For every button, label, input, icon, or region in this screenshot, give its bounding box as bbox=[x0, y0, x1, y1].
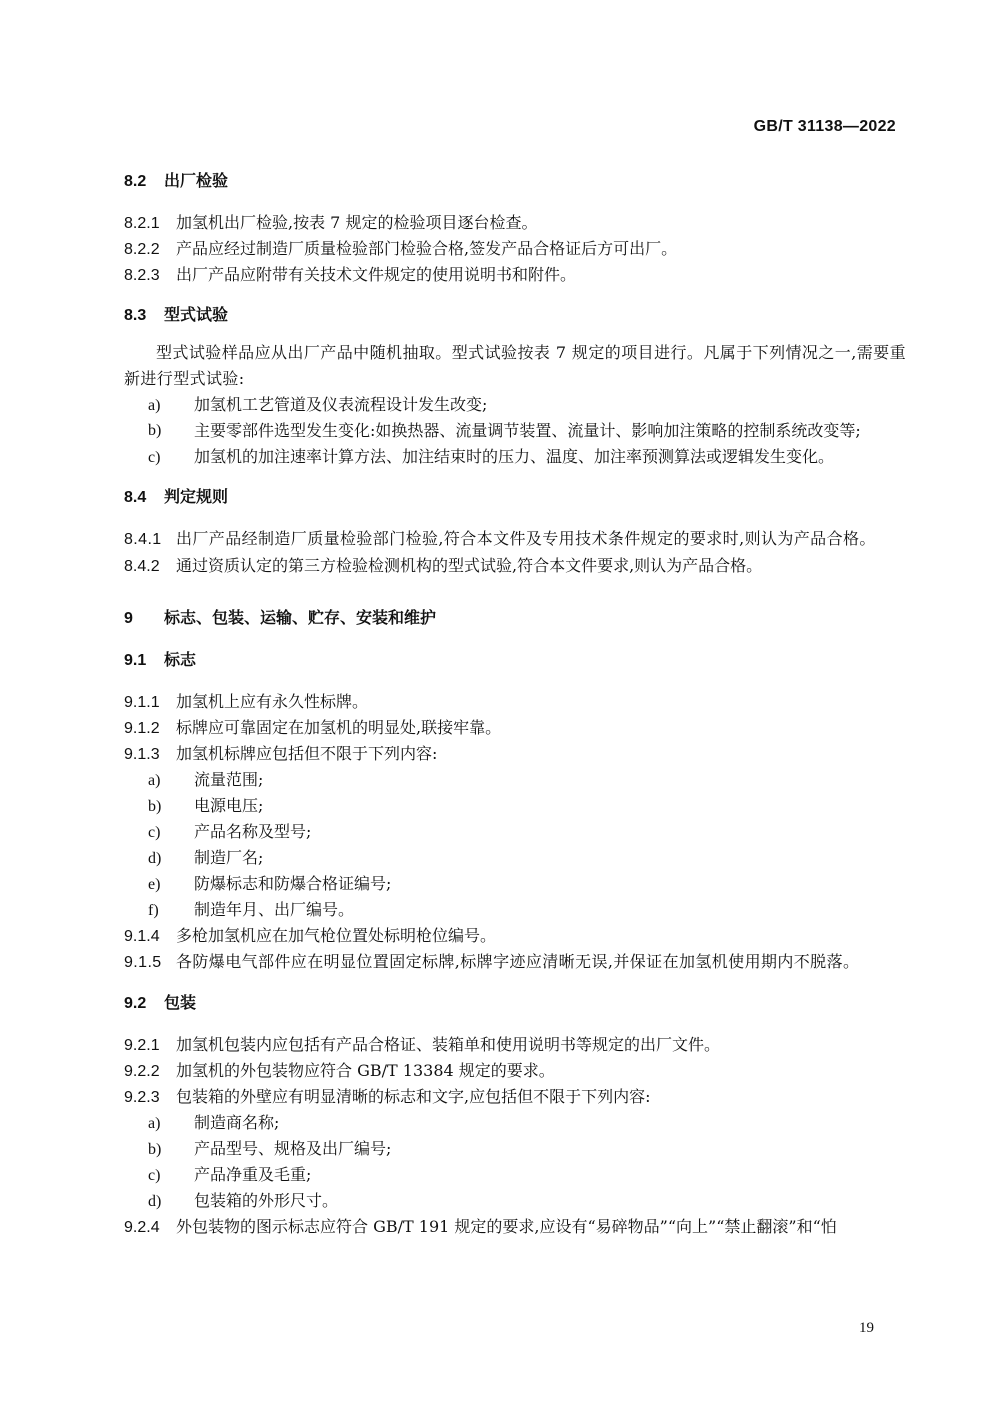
clause-number: 9.2.1 bbox=[124, 1037, 160, 1054]
list-text: 流量范围; bbox=[194, 770, 264, 789]
list-letter: d) bbox=[148, 850, 162, 867]
list-text: 防爆标志和防爆合格证编号; bbox=[194, 874, 392, 893]
section-number: 8.2 bbox=[124, 173, 147, 190]
list-item bbox=[124, 392, 906, 418]
clause-9-1-4 bbox=[124, 923, 906, 949]
clause-text: 加氢机包装内应包括有产品合格证、装箱单和使用说明书等规定的出厂文件。 bbox=[176, 1035, 721, 1054]
list-letter: c) bbox=[148, 449, 161, 466]
clause-9-1-1 bbox=[124, 689, 906, 715]
list-item bbox=[124, 767, 906, 793]
clause-9-2-2 bbox=[124, 1058, 906, 1084]
clause-text: 通过资质认定的第三方检验检测机构的型式试验,符合本文件要求,则认为产品合格。 bbox=[176, 556, 763, 575]
list-item bbox=[124, 1188, 906, 1214]
chapter-9-heading bbox=[124, 605, 906, 633]
clause-8-4-1 bbox=[124, 526, 906, 553]
list-letter: c) bbox=[148, 1167, 161, 1184]
section-8-3-heading bbox=[124, 302, 906, 330]
list-item bbox=[124, 897, 906, 923]
list-item bbox=[124, 1136, 906, 1162]
clause-number: 9.1.5 bbox=[124, 954, 162, 971]
list-item bbox=[124, 418, 906, 444]
document-code: GB/T 31138—2022 bbox=[753, 118, 896, 135]
list-item bbox=[124, 819, 906, 845]
list-text: 产品名称及型号; bbox=[194, 822, 312, 841]
clause-9-1-5 bbox=[124, 949, 906, 976]
section-9-2-heading bbox=[124, 990, 906, 1018]
clause-number: 8.4.1 bbox=[124, 531, 162, 548]
clause-text: 各防爆电气部件应在明显位置固定标牌,标牌字迹应清晰无误,并保证在加氢机使用期内不脱落。 bbox=[176, 952, 860, 971]
list-letter: c) bbox=[148, 824, 161, 841]
clause-number: 8.2.2 bbox=[124, 241, 160, 258]
clause-number: 9.1.2 bbox=[124, 720, 160, 737]
clause-number: 8.2.1 bbox=[124, 215, 160, 232]
section-title: 包装 bbox=[164, 993, 197, 1012]
list-letter: d) bbox=[148, 1193, 162, 1210]
list-item bbox=[124, 845, 906, 871]
section-number: 8.3 bbox=[124, 307, 147, 324]
list-letter: f) bbox=[148, 902, 159, 919]
section-number: 9.1 bbox=[124, 652, 147, 669]
clause-number: 9.1.3 bbox=[124, 746, 160, 763]
clause-number: 8.2.3 bbox=[124, 267, 160, 284]
list-text: 加氢机工艺管道及仪表流程设计发生改变; bbox=[194, 395, 488, 414]
list-text: 加氢机的加注速率计算方法、加注结束时的压力、温度、加注率预测算法或逻辑发生变化。 bbox=[194, 447, 835, 466]
clause-number: 8.4.2 bbox=[124, 558, 160, 575]
clause-number: 9.2.4 bbox=[124, 1219, 160, 1236]
clause-text: 加氢机出厂检验,按表 7 规定的检验项目逐台检查。 bbox=[176, 213, 538, 232]
clause-text: 外包装物的图示标志应符合 GB/T 191 规定的要求,应设有“易碎物品”“向上”“禁止翻滚”和“怕 bbox=[176, 1217, 837, 1236]
list-text: 产品净重及毛重; bbox=[194, 1165, 312, 1184]
chapter-title: 标志、包装、运输、贮存、安装和维护 bbox=[164, 608, 437, 627]
section-8-2-heading bbox=[124, 168, 906, 196]
clause-9-2-1 bbox=[124, 1032, 906, 1058]
list-text: 制造商名称; bbox=[194, 1113, 280, 1132]
clause-8-4-2 bbox=[124, 553, 906, 579]
clause-text: 产品应经过制造厂质量检验部门检验合格,签发产品合格证后方可出厂。 bbox=[176, 239, 678, 258]
clause-9-2-3 bbox=[124, 1084, 906, 1110]
paragraph: 型式试验样品应从出厂产品中随机抽取。型式试验按表 7 规定的项目进行。凡属于下列情况之一,需要重新进行型式试验: bbox=[124, 343, 906, 388]
list-item bbox=[124, 1110, 906, 1136]
page-number: 19 bbox=[859, 1320, 874, 1336]
clause-8-2-2 bbox=[124, 236, 906, 262]
list-text: 制造年月、出厂编号。 bbox=[194, 900, 355, 919]
clause-number: 9.1.4 bbox=[124, 928, 160, 945]
clause-text: 出厂产品经制造厂质量检验部门检验,符合本文件及专用技术条件规定的要求时,则认为产品合格。 bbox=[176, 529, 876, 548]
list-letter: a) bbox=[148, 772, 161, 789]
clause-number: 9.2.2 bbox=[124, 1063, 160, 1080]
list-letter: b) bbox=[148, 798, 162, 815]
section-number: 9.2 bbox=[124, 995, 147, 1012]
list-text: 包装箱的外形尺寸。 bbox=[194, 1191, 339, 1210]
list-item bbox=[124, 793, 906, 819]
page-content bbox=[124, 168, 906, 1240]
list-item bbox=[124, 871, 906, 897]
chapter-number: 9 bbox=[124, 610, 133, 627]
section-title: 型式试验 bbox=[164, 305, 229, 324]
list-text: 产品型号、规格及出厂编号; bbox=[194, 1139, 392, 1158]
list-item bbox=[124, 444, 906, 470]
clause-8-2-1 bbox=[124, 210, 906, 236]
clause-text: 包装箱的外壁应有明显清晰的标志和文字,应包括但不限于下列内容: bbox=[176, 1087, 651, 1106]
section-title: 出厂检验 bbox=[164, 171, 229, 190]
section-title: 判定规则 bbox=[164, 487, 229, 506]
list-text: 制造厂名; bbox=[194, 848, 264, 867]
list-letter: a) bbox=[148, 1115, 161, 1132]
clause-9-1-2 bbox=[124, 715, 906, 741]
clause-number: 9.2.3 bbox=[124, 1089, 160, 1106]
list-text: 主要零部件选型发生变化:如换热器、流量调节装置、流量计、影响加注策略的控制系统改变等; bbox=[194, 421, 861, 440]
list-letter: b) bbox=[148, 1141, 162, 1158]
clause-9-1-3 bbox=[124, 741, 906, 767]
clause-text: 加氢机的外包装物应符合 GB/T 13384 规定的要求。 bbox=[176, 1061, 555, 1080]
list-letter: a) bbox=[148, 397, 161, 414]
list-item bbox=[124, 1162, 906, 1188]
section-9-1-heading bbox=[124, 647, 906, 675]
clause-number: 9.1.1 bbox=[124, 694, 160, 711]
clause-8-2-3 bbox=[124, 262, 906, 288]
clause-text: 标牌应可靠固定在加氢机的明显处,联接牢靠。 bbox=[176, 718, 502, 737]
section-number: 8.4 bbox=[124, 489, 147, 506]
list-letter: e) bbox=[148, 876, 161, 893]
list-text: 电源电压; bbox=[194, 796, 264, 815]
section-title: 标志 bbox=[164, 650, 197, 669]
clause-text: 加氢机上应有永久性标牌。 bbox=[176, 692, 369, 711]
clause-text: 加氢机标牌应包括但不限于下列内容: bbox=[176, 744, 438, 763]
clause-text: 出厂产品应附带有关技术文件规定的使用说明书和附件。 bbox=[176, 265, 577, 284]
clause-text: 多枪加氢机应在加气枪位置处标明枪位编号。 bbox=[176, 926, 497, 945]
clause-9-2-4 bbox=[124, 1214, 906, 1240]
list-letter: b) bbox=[148, 422, 162, 439]
section-8-4-heading bbox=[124, 484, 906, 512]
